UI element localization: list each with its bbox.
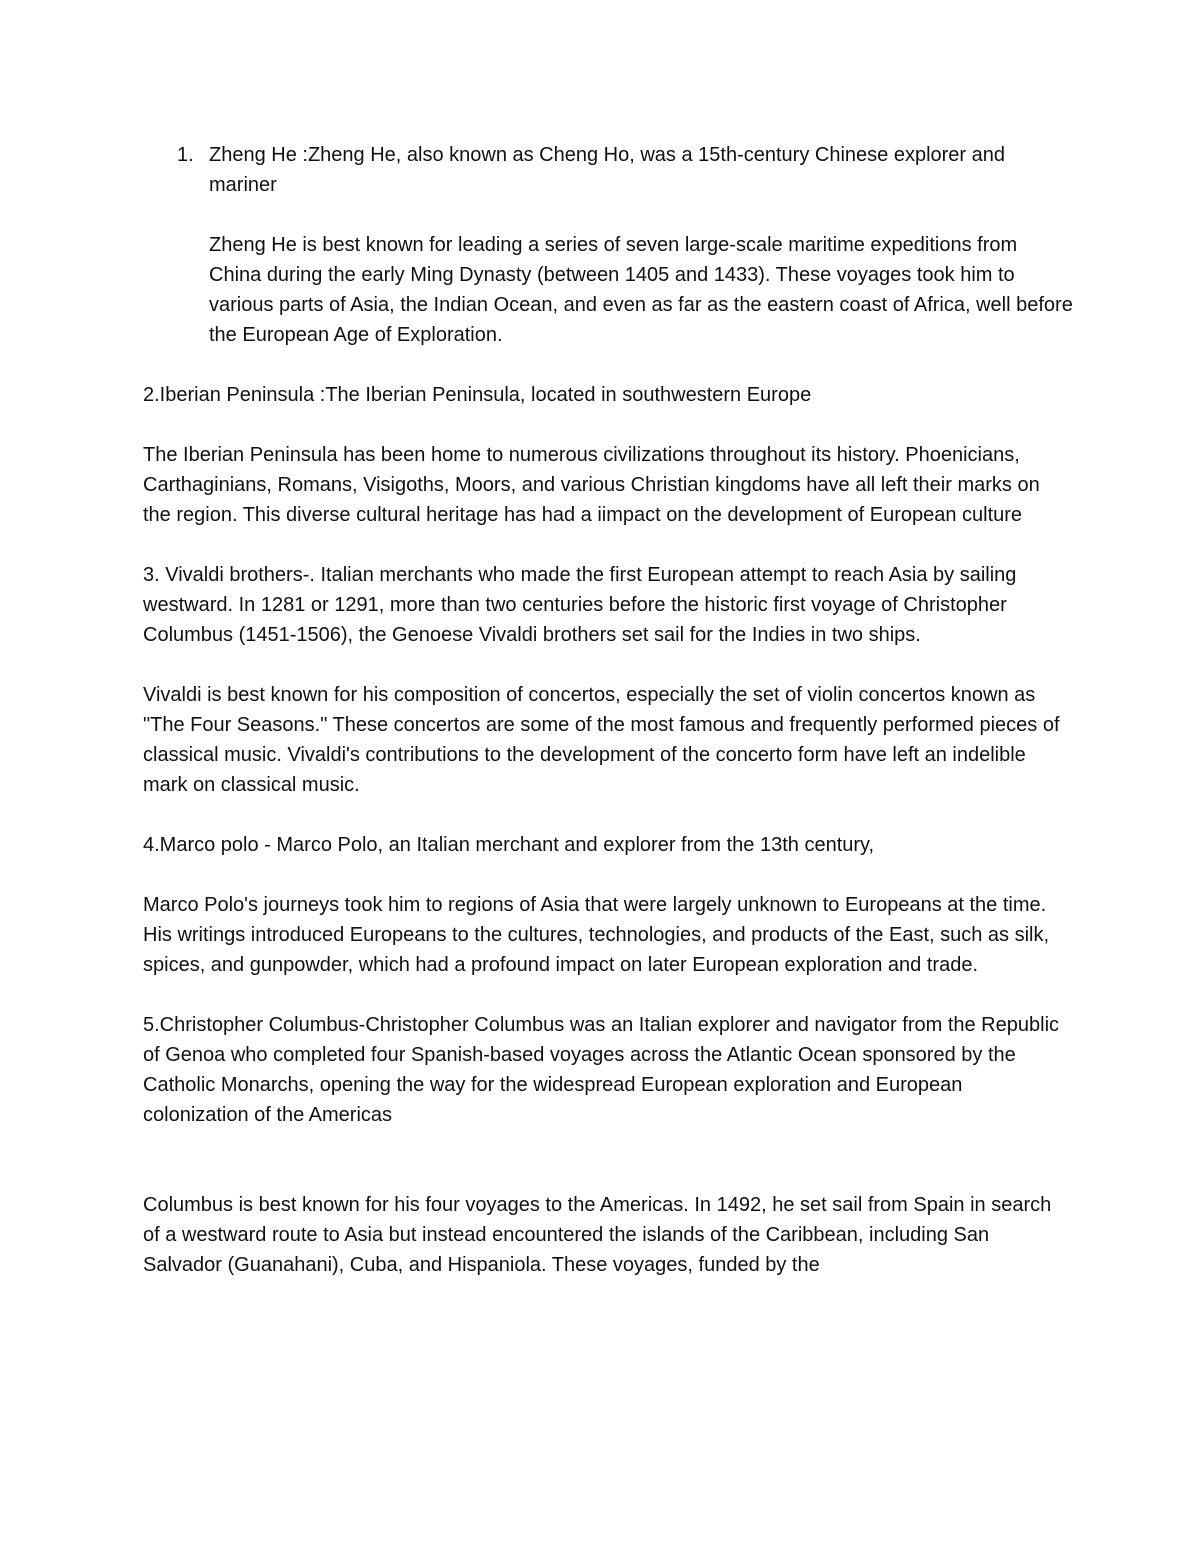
- marco-polo-heading: 4.Marco polo - Marco Polo, an Italian merchant and explorer from the 13th century,: [143, 834, 875, 856]
- iberian-peninsula-heading: 2.Iberian Peninsula :The Iberian Peninsula, located in southwestern Europe: [143, 384, 812, 406]
- marco-polo-body: Marco Polo's journeys took him to regions of Asia that were largely unknown to Europeans at the time. His writings introduced Europeans to the cultures, technologies, and products of the East, such as silk, spices, and gunpowder, which had a profound impact on later European exploration and trade.: [143, 894, 1050, 976]
- zheng-he-heading: Zheng He :Zheng He, also known as Cheng Ho, was a 15th-century Chinese explorer and mariner: [209, 144, 1006, 196]
- columbus-body: Columbus is best known for his four voyages to the Americas. In 1492, he set sail from Spain in search of a westward route to Asia but instead encountered the islands of the Caribbean, including San Salvador (Guanahani), Cuba, and Hispaniola. These voyages, funded by the: [143, 1194, 1052, 1276]
- columbus-heading: 5.Christopher Columbus-Christopher Columbus was an Italian explorer and navigator from the Republic of Genoa who completed four Spanish-based voyages across the Atlantic Ocean sponsored by the Catholic Monarchs, opening the way for the widespread European exploration and European colonization of the Americas: [143, 1014, 1060, 1126]
- list-item-zheng-he: [143, 140, 1073, 200]
- vivaldi-brothers-heading: 3. Vivaldi brothers-. Italian merchants who made the first European attempt to reach Asia by sailing westward. In 1281 or 1291, more than two centuries before the historic first voyage of Christopher Columbus (1451-1506), the Genoese Vivaldi brothers set sail for the Indies in two ships.: [143, 564, 1017, 646]
- iberian-peninsula-body: The Iberian Peninsula has been home to numerous civilizations throughout its history. Phoenicians, Carthaginians, Romans, Visigoths, Moors, and various Christian kingdoms have all left their marks on the region. This diverse cultural heritage has had a iimpact on the development of European culture: [143, 444, 1040, 526]
- list-number: 1.: [177, 144, 194, 166]
- zheng-he-body: Zheng He is best known for leading a series of seven large-scale maritime expeditions from China during the early Ming Dynasty (between 1405 and 1433). These voyages took him to various parts of Asia, the Indian Ocean, and even as far as the eastern coast of Africa, well before the European Age of Exploration.: [209, 234, 1073, 346]
- document-content: [143, 140, 1073, 1280]
- vivaldi-body: Vivaldi is best known for his composition of concertos, especially the set of violin concertos known as "The Four Seasons." These concertos are some of the most famous and frequently performed pieces of classical music. Vivaldi's contributions to the development of the concerto form have left an indelible mark on classical music.: [143, 684, 1060, 796]
